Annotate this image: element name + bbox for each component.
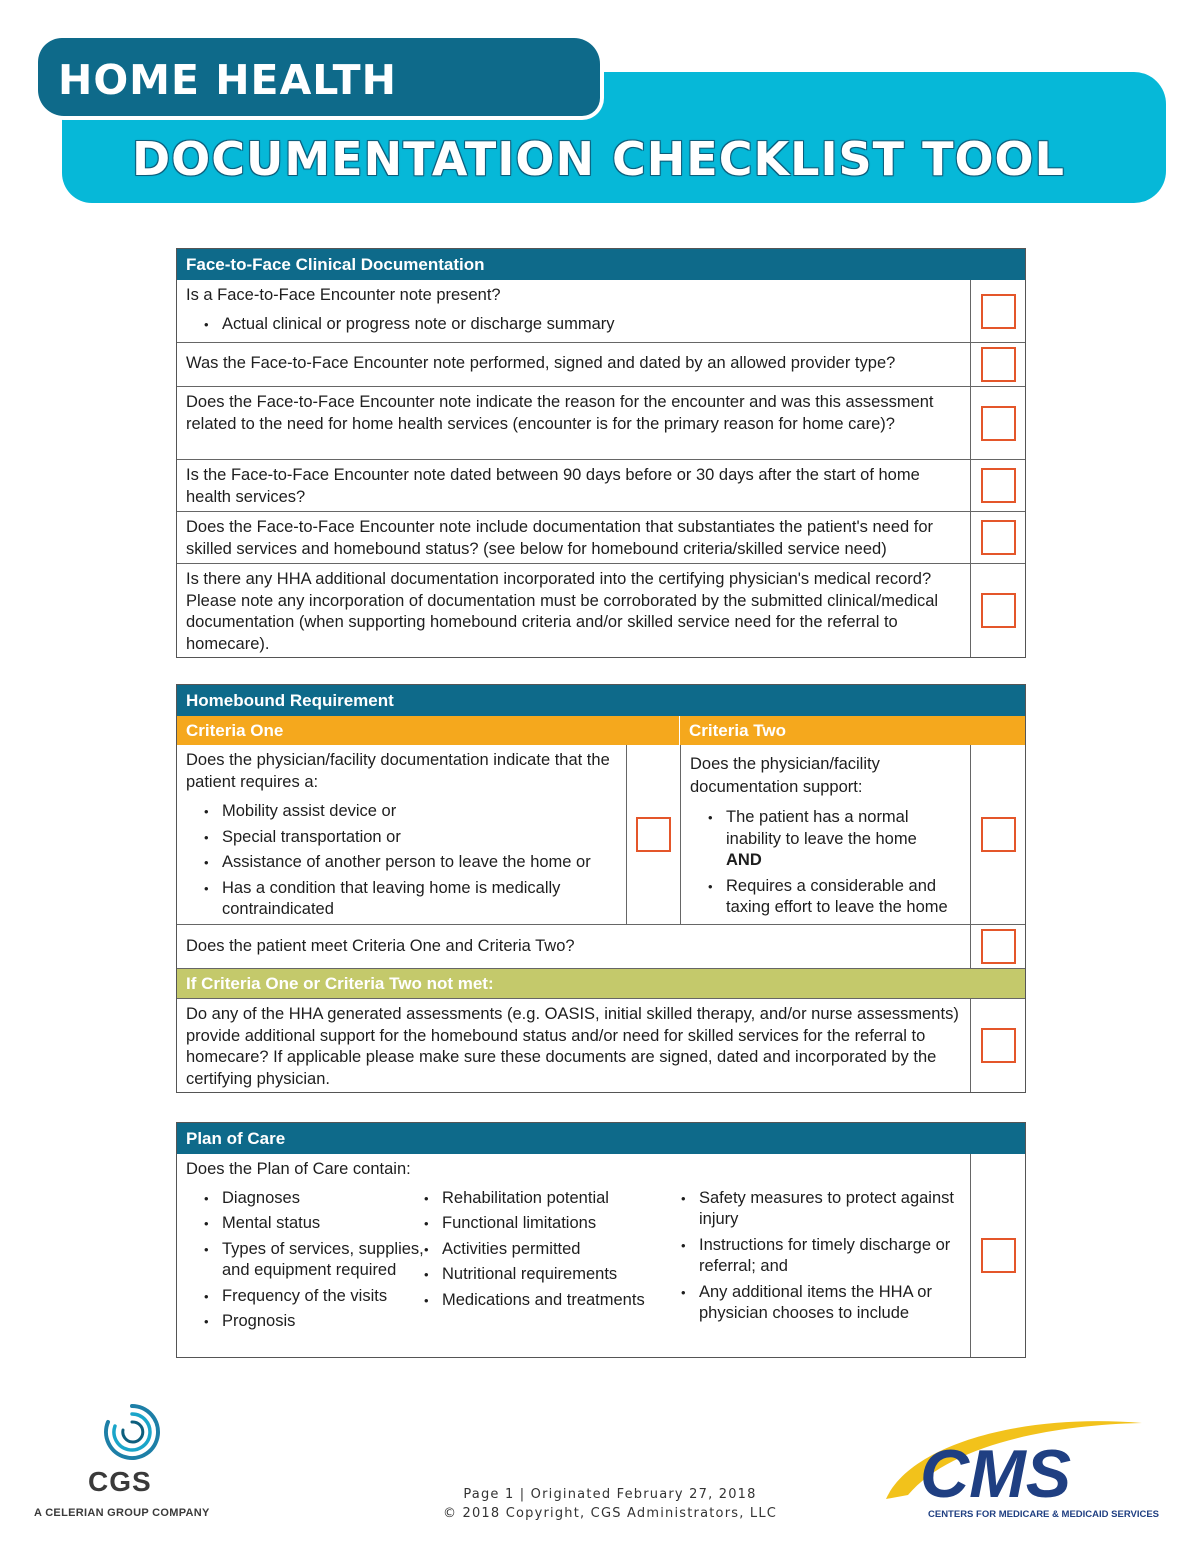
cms-name: CMS (920, 1436, 1072, 1512)
checkbox-icon[interactable] (981, 347, 1016, 382)
checkbox-icon[interactable] (981, 294, 1016, 329)
question-text: Is a Face-to-Face Encounter note present? • Actual clinical or progress note or discharge summary (177, 280, 971, 342)
cms-logo-icon (880, 1415, 1170, 1525)
banner-title-small: HOME HEALTH (58, 56, 397, 104)
section-header: Plan of Care (177, 1123, 1025, 1154)
checklist-row (177, 924, 1025, 968)
face-to-face-table (176, 248, 1026, 658)
question-text: Is there any HHA additional documentation incorporated into the certifying physician's medical record? Please note any incorporation of documentation must be corroborated by the submitted clinical/medical documentation (when supporting homebound criteria and/or skilled service need for the referral to homecare). (177, 564, 971, 657)
cgs-logo-icon (100, 1400, 164, 1464)
banner-title-big: DOCUMENTATION CHECKLIST TOOL (132, 132, 1065, 186)
cgs-tagline: A CELERIAN GROUP COMPANY (34, 1507, 210, 1519)
checkbox-icon[interactable] (981, 929, 1016, 964)
bullet-item: • Actual clinical or progress note or discharge summary (204, 314, 961, 336)
section-header: Face-to-Face Clinical Documentation (177, 249, 1025, 280)
checkbox-icon[interactable] (636, 817, 671, 852)
criteria-header-row (177, 716, 1025, 745)
bullet-item: • Mental status (204, 1213, 424, 1235)
plan-of-care-table (176, 1122, 1026, 1358)
question-text: Does the patient meet Criteria One and Criteria Two? (177, 925, 971, 968)
checklist-row (177, 386, 1025, 459)
bullet-item: • Mobility assist device or (204, 801, 617, 823)
bullet-item: • Medications and treatments (424, 1290, 681, 1312)
criteria-one-text: Does the physician/facility documentation indicate that the patient requires a: • Mobility assist device or • Special transportation or • Assistance of another person to leave the home or • Has a condition that leaving home is medically contraindicated (177, 745, 627, 924)
checklist-row (177, 280, 1025, 342)
bullet-item: • The patient has a normal inability to leave the home AND (708, 807, 961, 872)
checkbox-icon[interactable] (981, 1238, 1016, 1273)
page-info: Page 1 | Originated February 27, 2018 (463, 1487, 757, 1502)
question-text: Does the Face-to-Face Encounter note include documentation that substantiates the patient's need for skilled services and homebound status? (see below for homebound criteria/skilled service need) (177, 512, 971, 563)
checkbox-icon[interactable] (981, 520, 1016, 555)
checklist-row (177, 342, 1025, 386)
bullet-item: • Frequency of the visits (204, 1286, 424, 1308)
checklist-row (177, 511, 1025, 563)
bullet-item: • Prognosis (204, 1311, 424, 1333)
bullet-item: • Functional limitations (424, 1213, 681, 1235)
bullet-item: • Diagnoses (204, 1188, 424, 1210)
cms-tagline: CENTERS FOR MEDICARE & MEDICAID SERVICES (928, 1509, 1160, 1520)
bullet-item: • Requires a considerable and taxing effort to leave the home (708, 876, 961, 919)
criteria-row (177, 745, 1025, 924)
plan-of-care-columns (186, 1188, 961, 1337)
cgs-name: CGS (88, 1466, 152, 1497)
question-text: Is the Face-to-Face Encounter note dated between 90 days before or 30 days after the start of home health services? (177, 460, 971, 511)
checklist-row (177, 998, 1025, 1092)
checkbox-icon[interactable] (981, 468, 1016, 503)
checklist-row (177, 459, 1025, 511)
homebound-table (176, 684, 1026, 1093)
checkbox-icon[interactable] (981, 593, 1016, 628)
bullet-item: • Safety measures to protect against injury (681, 1188, 961, 1231)
bullet-item: • Has a condition that leaving home is medically contraindicated (204, 878, 617, 920)
bullet-item: • Rehabilitation potential (424, 1188, 681, 1210)
question-text: Was the Face-to-Face Encounter note performed, signed and dated by an allowed provider type? (177, 343, 971, 386)
checklist-row (177, 1154, 1025, 1357)
question-text: Does the Face-to-Face Encounter note indicate the reason for the encounter and was this assessment related to the need for home health services (encounter is for the primary reason for home care)? (177, 387, 971, 459)
checklist-row (177, 563, 1025, 657)
copyright: © 2018 Copyright, CGS Administrators, LLC (442, 1506, 778, 1521)
criteria-two-text: Does the physician/facility documentation support: • The patient has a normal inability to leave the home AND • Requires a considerable and taxing effort to leave the home (681, 745, 971, 924)
bullet-item: • Assistance of another person to leave the home or (204, 852, 617, 874)
checkbox-icon[interactable] (981, 406, 1016, 441)
bullet-item: • Special transportation or (204, 827, 617, 849)
bullet-item: • Activities permitted (424, 1239, 681, 1261)
criteria-two-header: Criteria Two (689, 721, 786, 740)
criteria-one-header: Criteria One (177, 716, 680, 745)
and-label: AND (726, 851, 762, 869)
bullet-item: • Types of services, supplies, and equipment required (204, 1239, 424, 1282)
section-header: Homebound Requirement (177, 685, 1025, 716)
bullet-item: • Any additional items the HHA or physician chooses to include (681, 1282, 961, 1325)
bullet-item: • Instructions for timely discharge or referral; and (681, 1235, 961, 1278)
checkbox-icon[interactable] (981, 817, 1016, 852)
question-text: Do any of the HHA generated assessments (e.g. OASIS, initial skilled therapy, and/or nurse assessments) provide additional support for the homebound status and/or need for skilled services for the referral to homecare? If applicable please make sure these documents are signed, dated and incorporated by the certifying physician. (177, 999, 971, 1092)
checkbox-icon[interactable] (981, 1028, 1016, 1063)
bullet-item: • Nutritional requirements (424, 1264, 681, 1286)
question-text: Does the Plan of Care contain: • Diagnoses • Mental status • Types of services, supplies, and equipment required • Frequency of the visits • Prognosis • Rehabilitation potential • Functional limitations • Activities permitted • Nutritional requirements • Medications and treatments • Safety measures to protect against injury • Instructions for timely discharge or referral; and • Any additional items the HHA or physician chooses to include (177, 1154, 971, 1357)
criteria-not-met-header: If Criteria One or Criteria Two not met: (177, 968, 1025, 998)
